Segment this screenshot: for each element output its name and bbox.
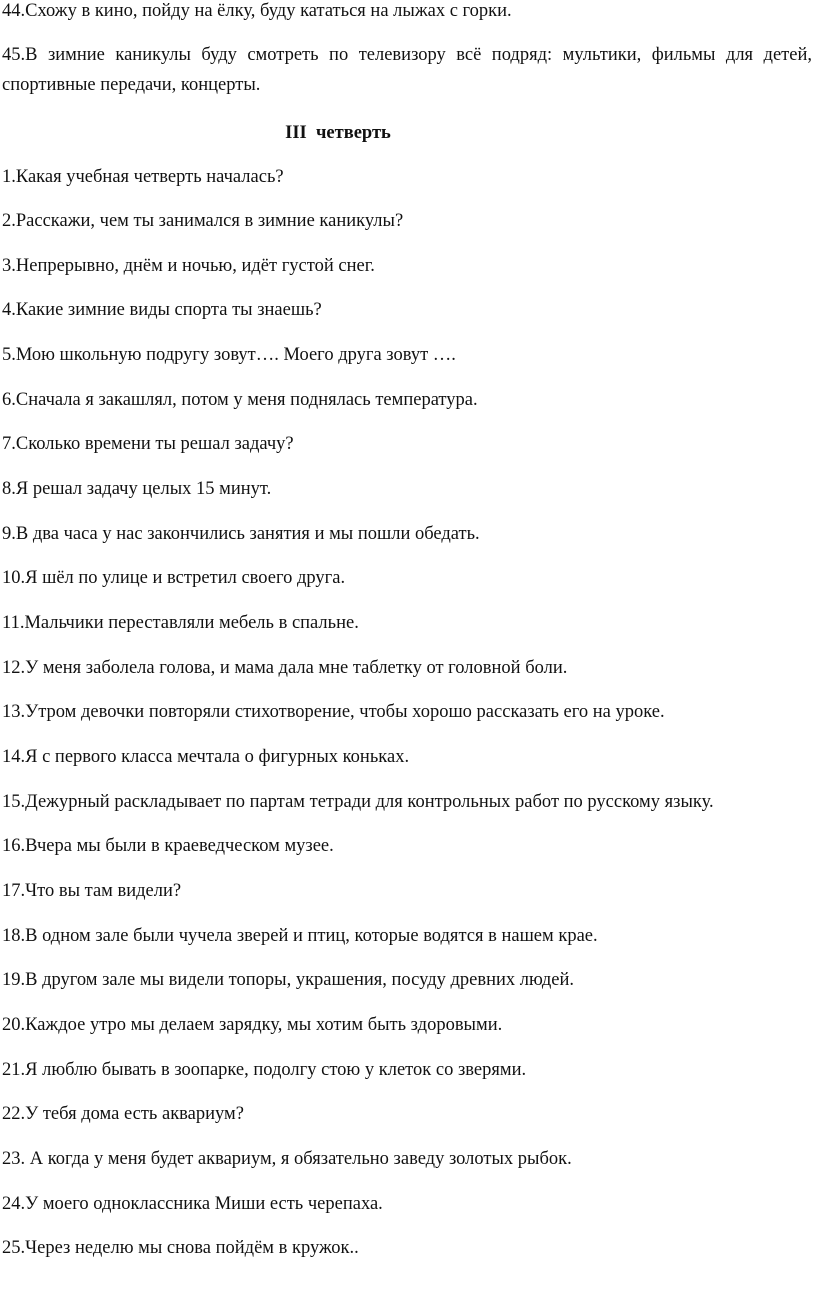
list-item-4: 4.Какие зимние виды спорта ты знаешь?	[2, 300, 322, 320]
list-item-24: 24.У моего одноклассника Миши есть черепаха.	[2, 1194, 383, 1214]
list-item-15: 15.Дежурный раскладывает по партам тетради для контрольных работ по русскому языку.	[2, 792, 714, 812]
list-item-6: 6.Сначала я закашлял, потом у меня поднялась температура.	[2, 390, 478, 410]
list-item-22: 22.У тебя дома есть аквариум?	[2, 1104, 244, 1124]
section-title: III четверть	[285, 123, 391, 143]
list-item-21: 21.Я люблю бывать в зоопарке, подолгу стою у клеток со зверями.	[2, 1060, 527, 1080]
list-item-8: 8.Я решал задачу целых 15 минут.	[2, 479, 272, 499]
sentence-45: 45.В зимние каникулы буду смотреть по телевизору всё подряд: мультики, фильмы для детей, спортивные передачи, концерты.	[2, 45, 812, 95]
list-item-5: 5.Мою школьную подругу зовут…. Моего друга зовут ….	[2, 345, 456, 365]
list-item-9: 9.В два часа у нас закончились занятия и мы пошли обедать.	[2, 524, 480, 544]
list-item-16: 16.Вчера мы были в краеведческом музее.	[2, 836, 334, 856]
list-item-17: 17.Что вы там видели?	[2, 881, 182, 901]
list-item-10: 10.Я шёл по улице и встретил своего друга.	[2, 568, 346, 588]
list-item-18: 18.В одном зале были чучела зверей и птиц, которые водятся в нашем крае.	[2, 926, 598, 946]
list-item-23: 23. А когда у меня будет аквариум, я обязательно заведу золотых рыбок.	[2, 1149, 572, 1169]
list-item-14: 14.Я с первого класса мечтала о фигурных коньках.	[2, 747, 410, 767]
list-item-2: 2.Расскажи, чем ты занимался в зимние каникулы?	[2, 211, 404, 231]
list-item-19: 19.В другом зале мы видели топоры, украшения, посуду древних людей.	[2, 970, 575, 990]
list-item-12: 12.У меня заболела голова, и мама дала мне таблетку от головной боли.	[2, 658, 568, 678]
list-item-25: 25.Через неделю мы снова пойдём в кружок..	[2, 1238, 359, 1258]
list-item-20: 20.Каждое утро мы делаем зарядку, мы хотим быть здоровыми.	[2, 1015, 503, 1035]
list-item-11: 11.Мальчики переставляли мебель в спальне.	[2, 613, 359, 633]
sentence-44: 44.Схожу в кино, пойду на ёлку, буду кататься на лыжах с горки.	[2, 1, 512, 21]
list-item-7: 7.Сколько времени ты решал задачу?	[2, 434, 294, 454]
list-item-1: 1.Какая учебная четверть началась?	[2, 167, 284, 187]
list-item-3: 3.Непрерывно, днём и ночью, идёт густой снег.	[2, 256, 375, 276]
list-item-13: 13.Утром девочки повторяли стихотворение, чтобы хорошо рассказать его на уроке.	[2, 702, 665, 722]
